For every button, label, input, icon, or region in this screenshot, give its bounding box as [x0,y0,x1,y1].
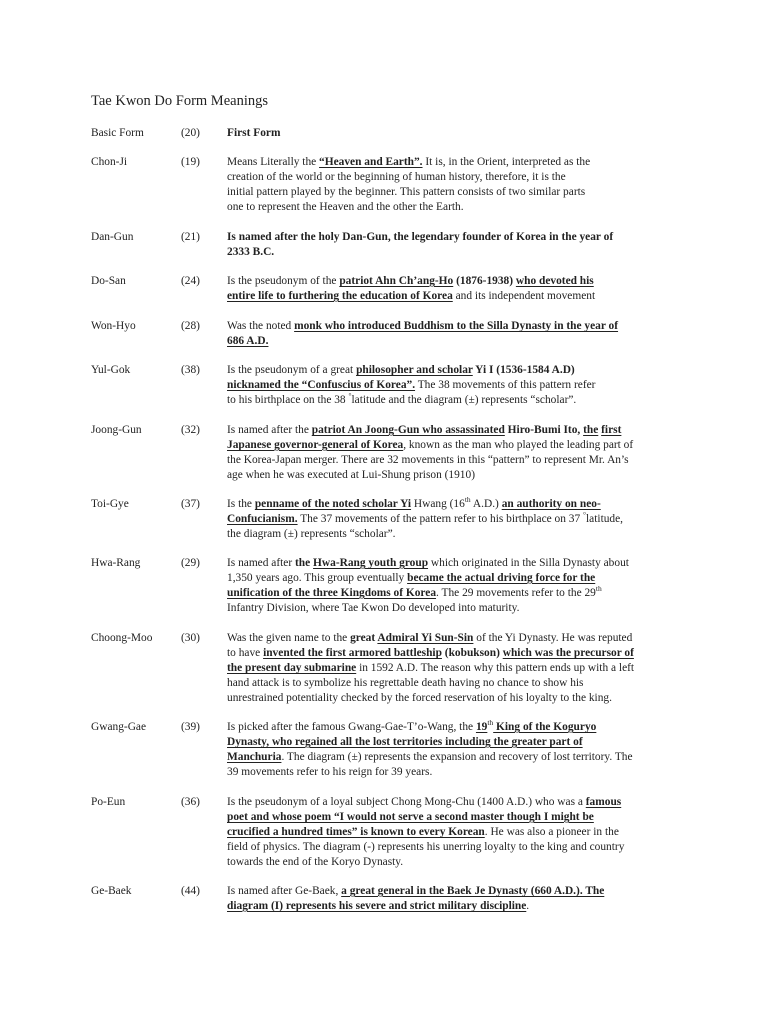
emphasis-text: Confucianism. [227,513,298,525]
emphasis-text: philosopher and scholar [356,364,473,376]
emphasis-text: crucified a hundred times” is known to every Korean [227,826,485,838]
description-text: one to represent the Heaven and the other the Earth. [227,201,464,213]
form-name: Choong-Moo [91,632,153,644]
description-line [227,438,697,453]
emphasis-text: a great general in the Baek Je Dynasty (660 A.D.). The [341,885,605,897]
superscript-text: th [487,718,494,728]
description-line [227,571,697,586]
description-text: Means Literally the [227,156,320,168]
bold-text: (1876-1938) [453,275,516,287]
description-line [227,453,697,468]
description-line [227,423,697,438]
emphasis-text: the present day submarine [227,662,357,674]
description-line [227,170,697,185]
form-name: Yul-Gok [91,364,131,376]
description-line [227,601,697,616]
emphasis-text: Admiral Yi Sun-Sin [377,632,474,644]
bold-text: Is named after the holy Dan-Gun, the legendary founder of Korea in the year of [227,231,614,243]
bold-text: great [350,632,378,644]
form-name: Joong-Gun [91,424,142,436]
description-text: 1,350 years ago. This group eventually [227,572,408,584]
description-text: to his birthplace on the 38 [227,394,349,406]
emphasis-text: monk who introduced Buddhism to the Silla Dynasty in the year of [294,320,619,332]
emphasis-text: which was the precursor of [502,647,634,659]
emphasis-text: invented the first armored battleship [263,647,442,659]
bold-text: 2333 B.C. [227,246,275,258]
description-text: field of physics. The diagram (-) represents his unerring loyalty to the king and country [227,841,625,853]
emphasis-text: famous [585,796,622,808]
description-text: unrestrained potentiality checked by the forced reservation of his loyalty to the king. [227,692,612,704]
description-line [227,899,697,914]
emphasis-text: 19 [475,721,488,733]
bold-text: First Form [227,127,281,139]
description-text: 39 movements refer to his reign for 39 years. [227,766,433,778]
emphasis-text: Japanese governor-general of Korea [227,439,404,451]
description-text: Infantry Division, where Tae Kwon Do developed into maturity. [227,602,520,614]
description-text: creation of the world or the beginning of human history, therefore, it is the [227,171,566,183]
description-text: in 1592 A.D. The reason why this pattern ends up with a left [356,662,635,674]
movement-count: (19) [181,156,200,168]
description-line [227,363,697,378]
emphasis-text: King of the Koguryo [493,721,597,733]
emphasis-text: Dynasty, who regained all the lost territories including the greater part of [227,736,583,748]
movement-count: (44) [181,885,200,897]
description-text: Is named after the [227,424,312,436]
description-text: . [526,900,530,912]
emphasis-text: an authority on neo- [501,498,601,510]
description-text: Is picked after the famous Gwang-Gae-T’o-Wang, the [227,721,476,733]
form-name: Won-Hyo [91,320,136,332]
movement-count: (20) [181,127,200,139]
description-line [227,884,697,899]
description-line [227,512,697,527]
description-line [227,393,697,408]
form-description [227,274,697,304]
description-line [227,825,697,840]
description-text: It is, in the Orient, interpreted as the [422,156,591,168]
emphasis-text: first [601,424,622,436]
movement-count: (36) [181,796,200,808]
movement-count: (21) [181,231,200,243]
description-line [227,586,697,601]
description-text: hand attack is to symbolize his regrettable death having no chance to show his [227,677,584,689]
form-name: Dan-Gun [91,231,134,243]
form-description [227,631,697,706]
emphasis-text: diagram (I) represents his severe and strict military discipline [227,900,527,912]
description-text: age when he was executed at Lui-Shung prison (1910) [227,469,475,481]
description-line [227,155,697,170]
description-text: latitude, [586,513,624,525]
form-name: Toi-Gye [91,498,129,510]
description-text: . The 29 movements refer to the 29 [436,587,596,599]
form-description [227,795,697,870]
description-line [227,646,697,661]
description-line [227,527,697,542]
description-line [227,631,697,646]
emphasis-text: patriot An Joong-Gun who assassinated [311,424,505,436]
emphasis-text: 686 A.D. [227,335,269,347]
superscript-text: ° [583,510,587,520]
description-text: Is the pseudonym of a great [227,364,357,376]
movement-count: (37) [181,498,200,510]
description-line [227,200,697,215]
description-line [227,661,697,676]
movement-count: (29) [181,557,200,569]
description-text: Is the pseudonym of the [227,275,340,287]
emphasis-text: who devoted his [515,275,594,287]
description-text: Was the given name to the [227,632,351,644]
description-text: to have [227,647,264,659]
form-description [227,884,697,914]
description-text: The 38 movements of this pattern refer [415,379,596,391]
form-name: Gwang-Gae [91,721,147,733]
emphasis-text: “Heaven and Earth”. [319,156,423,168]
form-description [227,363,697,408]
form-name: Chon-Ji [91,156,128,168]
superscript-text: ° [348,391,352,401]
form-description [227,230,697,260]
form-description [227,126,697,141]
description-text: Is the pseudonym of a loyal subject Chong Mong-Chu (1400 A.D.) who was a [227,796,586,808]
description-line [227,855,697,870]
movement-count: (38) [181,364,200,376]
description-line [227,126,697,141]
description-text: Is the [227,498,255,510]
movement-count: (30) [181,632,200,644]
emphasis-text: patriot Ahn Ch’ang-Ho [339,275,454,287]
form-name: Do-San [91,275,126,287]
form-name: Hwa-Rang [91,557,141,569]
description-text: The 37 movements of the pattern refer to his birthplace on 37 [297,513,584,525]
description-line [227,334,697,349]
description-line [227,556,697,571]
description-text: the diagram (±) represents “scholar”. [227,528,396,540]
emphasis-text: entire life to furthering the education of Korea [227,290,453,302]
movement-count: (32) [181,424,200,436]
description-line [227,274,697,289]
description-line [227,289,697,304]
description-text: A.D.) [470,498,502,510]
description-text: . The diagram (±) represents the expansion and recovery of lost territory. The [281,751,633,763]
emphasis-text: nicknamed the “Confuscius of Korea”. [227,379,416,391]
description-line [227,497,697,512]
form-description [227,497,697,542]
form-name: Basic Form [91,127,144,139]
description-line [227,720,697,735]
bold-text: Hiro-Bumi Ito, [504,424,584,436]
form-description [227,556,697,616]
form-description [227,423,697,483]
description-text: latitude and the diagram (±) represents “scholar”. [351,394,577,406]
movement-count: (24) [181,275,200,287]
description-line [227,750,697,765]
description-line [227,468,697,483]
bold-text: the [295,557,314,569]
form-description [227,720,697,780]
emphasis-text: Hwa-Rang youth group [313,557,429,569]
description-line [227,245,697,260]
form-description [227,155,697,215]
superscript-text: th [595,584,602,594]
emphasis-text: penname of the noted scholar Yi [254,498,412,510]
emphasis-text: unification of the three Kingdoms of Korea [227,587,437,599]
description-line [227,319,697,334]
form-name: Ge-Baek [91,885,132,897]
description-text: and its independent movement [452,290,596,302]
description-text: which originated in the Silla Dynasty about [428,557,629,569]
description-line [227,795,697,810]
description-line [227,378,697,393]
document-title: Tae Kwon Do Form Meanings [91,93,268,109]
description-line [227,230,697,245]
form-description [227,319,697,349]
description-text: towards the end of the Koryo Dynasty. [227,856,404,868]
description-text: Is named after Ge-Baek, [227,885,342,897]
description-line [227,185,697,200]
description-line [227,735,697,750]
description-line [227,765,697,780]
form-name: Po-Eun [91,796,126,808]
description-text: , known as the man who played the leading part of [403,439,634,451]
description-text: of the Yi Dynasty. He was reputed [473,632,633,644]
description-line [227,810,697,825]
movement-count: (28) [181,320,200,332]
movement-count: (39) [181,721,200,733]
superscript-text: th [464,495,471,505]
description-line [227,691,697,706]
description-text: . He was also a pioneer in the [484,826,619,838]
emphasis-text: the [583,424,599,436]
description-text: Is named after [227,557,295,569]
emphasis-text: Manchuria [227,751,282,763]
bold-text: Yi I (1536-1584 A.D) [472,364,575,376]
bold-text: (kobukson) [441,647,503,659]
emphasis-text: poet and whose poem “I would not serve a second master though I might be [227,811,594,823]
description-text: initial pattern played by the beginner. This pattern consists of two similar parts [227,186,586,198]
description-text: Hwang (16 [411,498,465,510]
emphasis-text: became the actual driving force for the [407,572,596,584]
description-line [227,676,697,691]
description-text: Was the noted [227,320,295,332]
description-text: the Korea-Japan merger. There are 32 movements in this “pattern” to represent Mr. An’s [227,454,629,466]
description-line [227,840,697,855]
